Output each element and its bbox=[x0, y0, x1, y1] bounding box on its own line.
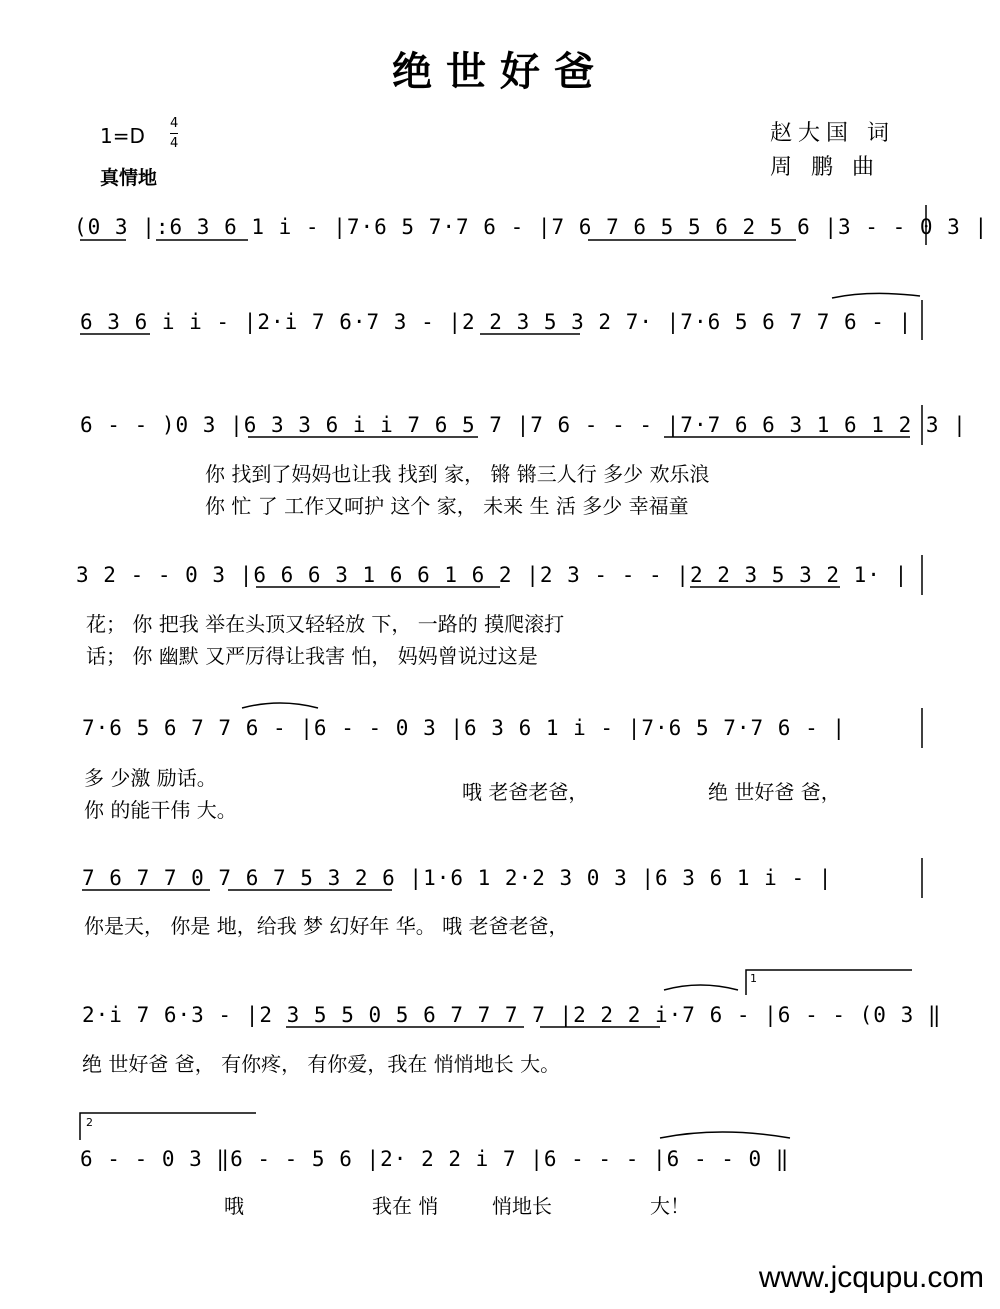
time-sig-bottom: 4 bbox=[170, 133, 178, 153]
site-watermark: www.jcqupu.com bbox=[758, 1261, 984, 1294]
lyric-row8-quietly: 我在 悄 bbox=[372, 1194, 439, 1218]
notation-row-3: 6 - - )0 3 |6 3 3 6 i i 7 6 5 7 |7 6 - - - |7·7 6 6 3 1 6 1 2 3 | bbox=[80, 413, 967, 437]
lyric-verse1-row4: 花； 你 把我 举在头顶又轻轻放 下， 一路的 摸爬滚打 bbox=[86, 612, 565, 636]
lyric-row8-oh: 哦 bbox=[224, 1194, 244, 1218]
lyricist-credit: 赵大国 词 bbox=[770, 121, 895, 146]
lyric-verse1-row5: 多 少激 励话。 bbox=[84, 766, 217, 790]
composer-credit: 周 鹏 曲 bbox=[770, 155, 880, 180]
song-title: 绝世好爸 bbox=[392, 48, 608, 95]
lyric-verse2-row4: 话； 你 幽默 又严厉得让我害 怕， 妈妈曾说过这是 bbox=[86, 644, 538, 668]
lyric-row8-grow: 悄地长 bbox=[492, 1194, 552, 1218]
volta-first-number: 1 bbox=[750, 972, 757, 985]
key-signature: 1=D bbox=[100, 124, 145, 148]
lyric-chorus-best-dad: 绝 世好爸 爸， bbox=[708, 780, 841, 804]
lyric-row7: 绝 世好爸 爸， 有你疼， 有你爱，我在 悄悄地长 大。 bbox=[82, 1052, 561, 1076]
tempo-marking: 真情地 bbox=[100, 167, 158, 189]
lyric-row6: 你是天， 你是 地，给我 梦 幻好年 华。 哦 老爸老爸， bbox=[84, 914, 569, 938]
time-sig-top: 4 bbox=[170, 116, 179, 131]
notation-row-8: 6 - - 0 3 ‖6 - - 5 6 |2· 2 2 i 7 |6 - - - |6 - - 0 ‖ bbox=[80, 1147, 790, 1171]
lyric-verse2-row3: 你 忙 了 工作又呵护 这个 家， 未来 生 活 多少 幸福童 bbox=[205, 494, 689, 518]
notation-row-7: 2·i 7 6·3 - |2 3 5 5 0 5 6 7 7 7 7 |2 2 2 i·7 6 - |6 - - (0 3 ‖ bbox=[82, 1003, 942, 1027]
notation-row-5: 7·6 5 6 7 7 6 - |6 - - 0 3 |6 3 6 1 i - |7·6 5 7·7 6 - | bbox=[82, 716, 847, 740]
lyric-chorus-oh-dad: 哦 老爸老爸， bbox=[462, 780, 589, 804]
lyric-verse2-row5: 你 的能干伟 大。 bbox=[84, 798, 237, 822]
notation-row-2: 6 3 6 i i - |2·i 7 6·7 3 - |2 2 3 5 3 2 7· |7·6 5 6 7 7 6 - | bbox=[80, 310, 913, 334]
volta-second-number: 2 bbox=[86, 1116, 93, 1129]
lyric-verse1-row3: 你 找到了妈妈也让我 找到 家， 锵 锵三人行 多少 欢乐浪 bbox=[205, 462, 710, 486]
notation-row-6: 7 6 7 7 0 7 6 7 5 3 2 6 |1·6 1 2·2 3 0 3 |6 3 6 1 i - | bbox=[82, 866, 833, 890]
lyric-row8-big: 大！ bbox=[650, 1194, 690, 1218]
notation-row-4: 3 2 - - 0 3 |6 6 6 3 1 6 6 1 6 2 |2 3 - - - |2 2 3 5 3 2 1· | bbox=[76, 563, 909, 587]
notation-row-1: (0 3 |:6 3 6 1 i - |7·6 5 7·7 6 - |7 6 7 6 5 5 6 2 5 6 |3 - - 0 3 | bbox=[74, 215, 989, 239]
